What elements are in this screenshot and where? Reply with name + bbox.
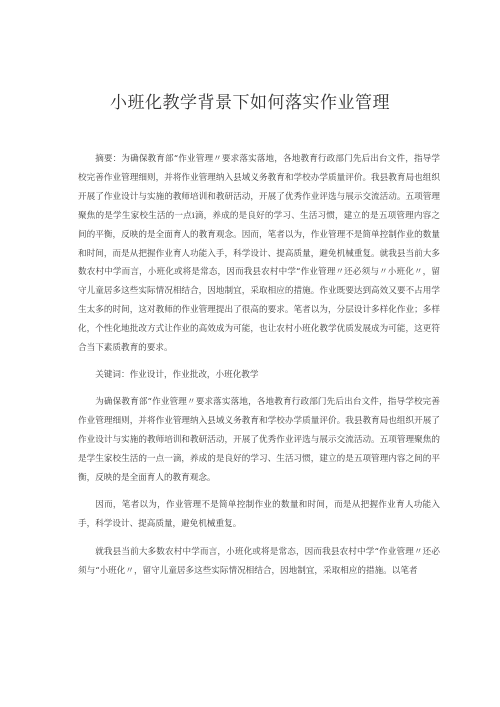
- abstract-paragraph: 摘要：为确保教育部“作业管理〃要求落实落地，各地教育行政部门先后出台文件，指导学校完善作业管理细则，并将作业管理纳入县域义务教育和学校办学质量评价。我县教育局也组织开展了作业设计与实施的教师培训和教研活动，开展了优秀作业评选与展示交流活动。五项管理聚焦的是学生家校生活的一点ⅰ滴，养成的是良好的学习、生活习惯，建立的是五项管理内容之间的平衡，反映的是全面育人的教育观念。因而，笔者以为，作业管理不是简单控制作业的数量和时间，而是从把握作业育人功能入手，科学设计、提高质量，避免机械重复。就我县当前大多数农村中学而言，小班化或将是常态，因而我县农村中学“作业管理〃还必须与〃小班化〃，留守儿童居多这些实际情况相结合，因地制宜，采取相应的措施。作业既要达到高效又要不占用学生太多的时间，这对教师的作业管理提出了很高的要求。笔者以为，分层设计多样化作业；多样化，个性化地批改方式让作业的高效成为可能，也让农村小班化教学优质发展成为可能，这更符合当下素质教育的要求。: [78, 154, 440, 354]
- body-paragraph-3: 就我县当前大多数农村中学而言，小班化或将是常态，因而我县农村中学“作业管理〃还必须与“小班化〃，留守儿童居多这些实际情况相结合，因地制宜，采取相应的措施。以笔者: [78, 547, 440, 577]
- document-body: [78, 150, 440, 581]
- document-title: 小班化教学背景下如何落实作业管理: [110, 93, 390, 113]
- body-paragraph-2: 因而，笔者以为，作业管理不是简单控制作业的数量和时间，而是从把握作业育人功能入手，科学设计、提高质量，避免机械重复。: [78, 500, 440, 530]
- keywords-line: 关键词：作业设计，作业批改，小班化教学: [95, 369, 259, 380]
- body-paragraph-1: 为确保教育部“作业管理〃要求落实落地，各地教育行政部门先后出台文件，指导学校完善作业管理细则，并将作业管理纳入县域义务教育和学校办学质量评价。我县教育局也组织开展了作业设计与实施的教师培训和教研活动，开展了优秀作业评选与展示交流活动。五项管理聚焦的是学生家校生活的一点一滴，养成的是良好的学习、生活习惯，建立的是五项管理内容之间的平衡，反映的是全面育人的教育观念。: [78, 396, 440, 483]
